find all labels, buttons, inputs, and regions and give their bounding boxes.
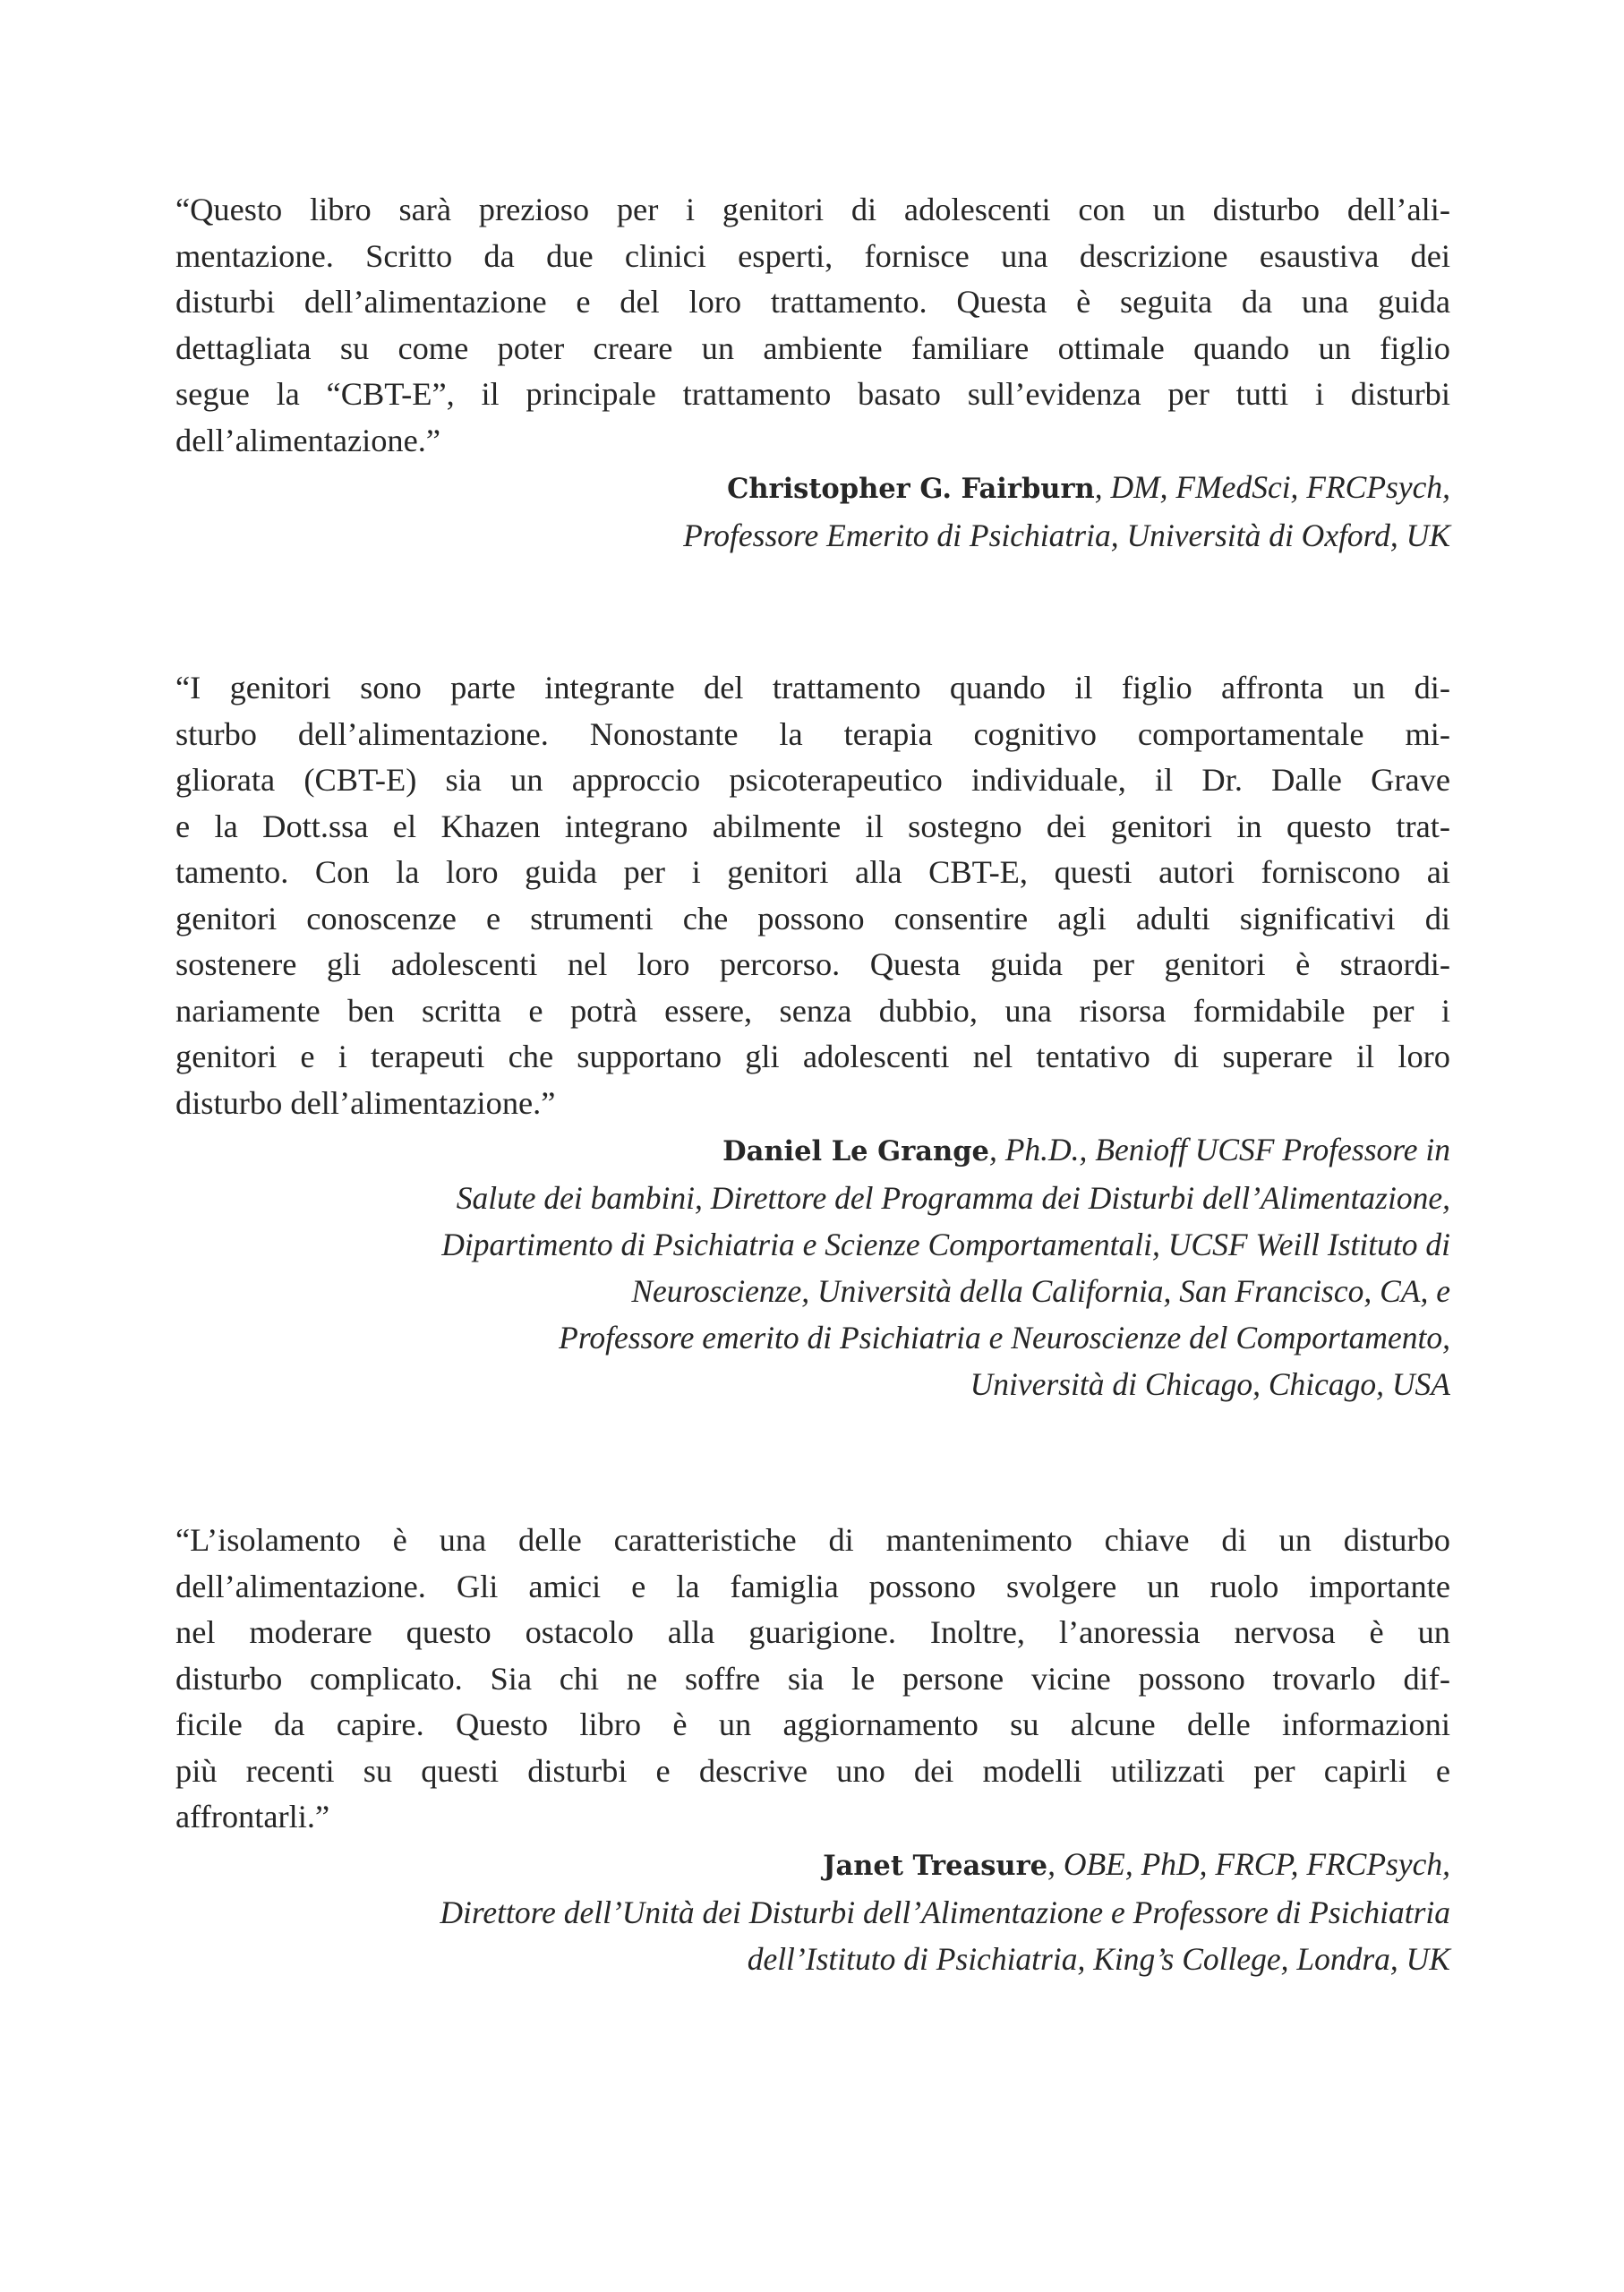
- endorsement-attribution: [175, 1841, 1450, 1982]
- quote-line: “Questo libro sarà prezioso per i genitori di adolescenti con un disturbo dell’ali-: [175, 192, 1450, 227]
- quote-line: tamento. Con la loro guida per i genitori alla CBT-E, questi autori forniscono ai: [175, 854, 1450, 890]
- quote-line: disturbo complicato. Sia chi ne soffre sia le persone vicine possono trovarlo dif-: [175, 1660, 1450, 1697]
- quote-line: sturbo dell’alimentazione. Nonostante la terapia cognitivo comportamentale mi-: [175, 715, 1450, 752]
- endorser-affiliation-line: Neuroscienze, Università della California, San Francisco, CA, e: [631, 1273, 1450, 1309]
- endorser-affiliation-line: Direttore dell’Unità dei Disturbi dell’Alimentazione e Professore di Psichiatria: [440, 1894, 1450, 1930]
- endorsement-treasure: [175, 1518, 1450, 1982]
- quote-line: “L’isolamento è una delle caratteristiche di mantenimento chiave di un disturbo: [175, 1522, 1450, 1558]
- attribution-name-line: [175, 1126, 1450, 1175]
- endorser-name: Daniel Le Grange: [722, 1135, 989, 1167]
- quote-line: genitori e i terapeuti che supportano gli adolescenti nel tentativo di superare il loro: [175, 1039, 1450, 1074]
- endorser-affiliation-line: Professore Emerito di Psichiatria, Università di Oxford, UK: [683, 517, 1450, 553]
- quote-line: dettagliata su come poter creare un ambiente familiare ottimale quando un figlio: [175, 329, 1450, 366]
- quote-line: ficile da capire. Questo libro è un aggiornamento su alcune delle informazioni: [175, 1706, 1450, 1742]
- endorser-affiliation-line: Professore emerito di Psichiatria e Neuroscienze del Comportamento,: [559, 1320, 1450, 1356]
- endorser-credentials: , DM, FMedSci, FRCPsych,: [1094, 469, 1450, 505]
- endorser-affiliation-line: Università di Chicago, Chicago, USA: [970, 1366, 1450, 1402]
- endorsement-quote: [175, 187, 1450, 464]
- attribution-name-line: [175, 1841, 1450, 1889]
- attribution-name-line: [175, 464, 1450, 512]
- endorsement-attribution: [175, 464, 1450, 559]
- endorser-name: Janet Treasure: [823, 1849, 1048, 1882]
- endorser-affiliation-line: dell’Istituto di Psichiatria, King’s College, Londra, UK: [747, 1940, 1450, 1977]
- quote-line: e la Dott.ssa el Khazen integrano abilmente il sostegno dei genitori in questo trat-: [175, 808, 1450, 844]
- endorser-affiliation-line: Salute dei bambini, Direttore del Programma dei Disturbi dell’Alimentazione,: [456, 1180, 1450, 1216]
- quote-line: “I genitori sono parte integrante del trattamento quando il figlio affronta un di-: [175, 670, 1450, 706]
- quote-line: disturbo dell’alimentazione.”: [175, 1084, 556, 1121]
- endorsement-le-grange: [175, 665, 1450, 1407]
- quote-line: nel moderare questo ostacolo alla guarigione. Inoltre, l’anoressia nervosa è un: [175, 1614, 1450, 1650]
- quote-line: sostenere gli adolescenti nel loro percorso. Questa guida per genitori è straordi-: [175, 946, 1450, 982]
- endorsement-quote: [175, 1518, 1450, 1841]
- quote-line: mentazione. Scritto da due clinici esperti, fornisce una descrizione esaustiva dei: [175, 237, 1450, 274]
- endorsement-fairburn: [175, 187, 1450, 559]
- quote-line: più recenti su questi disturbi e descrive uno dei modelli utilizzati per capirli e: [175, 1752, 1450, 1789]
- endorser-affiliation-line: Dipartimento di Psichiatria e Scienze Comportamentali, UCSF Weill Istituto di: [441, 1227, 1450, 1262]
- endorsement-attribution: [175, 1126, 1450, 1407]
- endorser-name: Christopher G. Fairburn: [727, 473, 1095, 505]
- quote-line: genitori conoscenze e strumenti che possono consentire agli adulti significativi di: [175, 900, 1450, 936]
- endorser-credentials: , OBE, PhD, FRCP, FRCPsych,: [1047, 1845, 1450, 1882]
- quote-line: nariamente ben scritta e potrà essere, senza dubbio, una risorsa formidabile per i: [175, 992, 1450, 1029]
- quote-line: dell’alimentazione. Gli amici e la famiglia possono svolgere un ruolo importante: [175, 1568, 1450, 1604]
- quote-line: segue la “CBT-E”, il principale trattamento basato sull’evidenza per tutti i disturbi: [175, 376, 1450, 412]
- quote-line: dell’alimentazione.”: [175, 422, 441, 458]
- quote-line: affrontarli.”: [175, 1799, 330, 1834]
- quote-line: gliorata (CBT-E) sia un approccio psicoterapeutico individuale, il Dr. Dalle Grave: [175, 762, 1450, 798]
- endorsement-quote: [175, 665, 1450, 1126]
- endorser-credentials: , Ph.D., Benioff UCSF Professore in: [988, 1132, 1450, 1167]
- quote-line: disturbi dell’alimentazione e del loro trattamento. Questa è seguita da una guida: [175, 284, 1450, 320]
